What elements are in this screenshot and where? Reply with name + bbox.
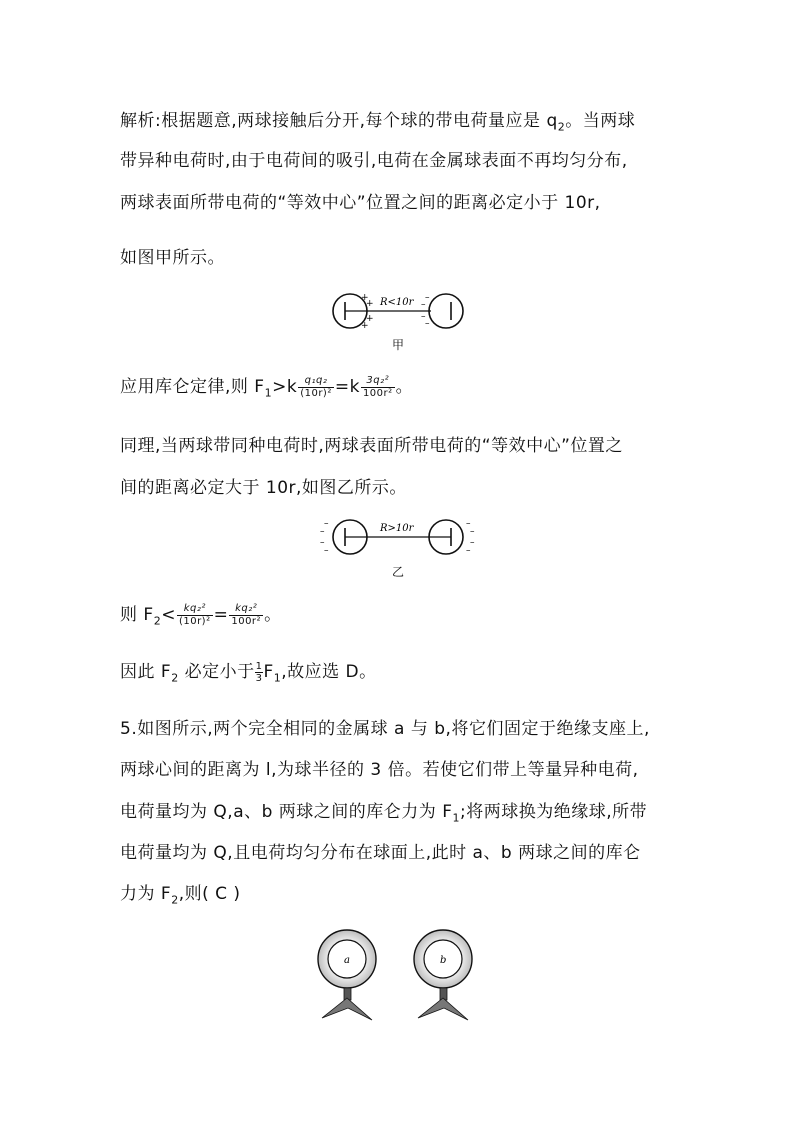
analysis-line-1: 解析:根据题意,两球接触后分开,每个球的带电荷量应是 $q_2$。当两球 <box>120 111 636 134</box>
analysis-line-4: 如图甲所示。 <box>120 248 225 268</box>
figure-q5-balls <box>312 926 482 1024</box>
fraction: $\frac{1}{3}$ <box>255 660 263 684</box>
svg-text:–: – <box>425 293 430 303</box>
svg-text:+: + <box>366 314 374 324</box>
fraction: $\frac{\text{3q₂²}}{\text{100r²}}$ <box>362 374 393 399</box>
ball-a <box>318 930 376 1020</box>
svg-text:–: – <box>421 300 426 310</box>
ball-b-label: b <box>440 955 447 966</box>
svg-text:–: – <box>470 538 475 548</box>
svg-text:+: + <box>361 293 369 303</box>
ball-b <box>414 930 472 1020</box>
figure-jia <box>328 288 468 334</box>
conclusion-line: 因此 $F_2$ 必定小于 $\frac{1}{3}$ $F_1$,故应选 D。 <box>120 660 377 685</box>
analysis-line-7: 间的距离必定大于 10r,如图乙所示。 <box>120 478 407 498</box>
svg-text:–: – <box>421 312 426 322</box>
coulomb-2: 则 $F_2<$ $\frac{\text{kq₂²}}{\text{(10r)²}}$ = $\frac{\text{kq₂²}}{\text{100r²}}$ 。 <box>120 602 282 628</box>
svg-text:–: – <box>425 319 430 329</box>
fig-jia-caption: 甲 <box>391 338 404 352</box>
svg-text:–: – <box>466 546 471 556</box>
coulomb-1: 应用库仑定律,则 $F_1>k$ $\frac{\text{q₁q₂}}{\text{(10r)²}}$ =k $\frac{\text{3q₂²}}{\text{100r²}}$ 。 <box>120 374 414 400</box>
ball-a-label: a <box>344 955 350 966</box>
q5-line-3: 电荷量均为 Q,a、b 两球之间的库仑力为 $F_1$;将两球换为绝缘球,所带 <box>120 802 648 825</box>
fraction: $\frac{\text{q₁q₂}}{\text{(10r)²}}$ <box>300 374 332 399</box>
svg-text:+: + <box>366 299 374 309</box>
svg-text:–: – <box>470 527 475 537</box>
analysis-line-3: 两球表面所带电荷的“等效中心”位置之间的距离必定小于 10r, <box>120 193 601 213</box>
svg-text:–: – <box>324 546 329 556</box>
analysis-line-2: 带异种电荷时,由于电荷间的吸引,电荷在金属球表面不再均匀分布, <box>120 151 628 171</box>
fraction: $\frac{\text{kq₂²}}{\text{(10r)²}}$ <box>178 602 211 627</box>
svg-text:–: – <box>320 538 325 548</box>
q5-line-1: 5.如图所示,两个完全相同的金属球 a 与 b,将它们固定于绝缘支座上, <box>120 719 650 739</box>
q5-line-4: 电荷量均为 Q,且电荷均匀分布在球面上,此时 a、b 两球之间的库仑 <box>120 843 641 863</box>
analysis-line-6: 同理,当两球带同种电荷时,两球表面所带电荷的“等效中心”位置之 <box>120 436 623 456</box>
fraction: $\frac{\text{kq₂²}}{\text{100r²}}$ <box>231 602 262 627</box>
fig-yi-label: R>10r <box>380 523 414 534</box>
svg-text:–: – <box>466 519 471 529</box>
q5-line-2: 两球心间的距离为 l,为球半径的 3 倍。若使它们带上等量异种电荷, <box>120 760 639 780</box>
figure-yi <box>318 514 478 560</box>
q5-line-5: 力为 $F_2$,则( C ) <box>120 884 241 907</box>
svg-text:–: – <box>324 519 329 529</box>
svg-text:–: – <box>320 527 325 537</box>
svg-text:+: + <box>361 321 369 331</box>
fig-jia-label: R<10r <box>380 297 414 308</box>
fig-yi-caption: 乙 <box>391 565 404 579</box>
